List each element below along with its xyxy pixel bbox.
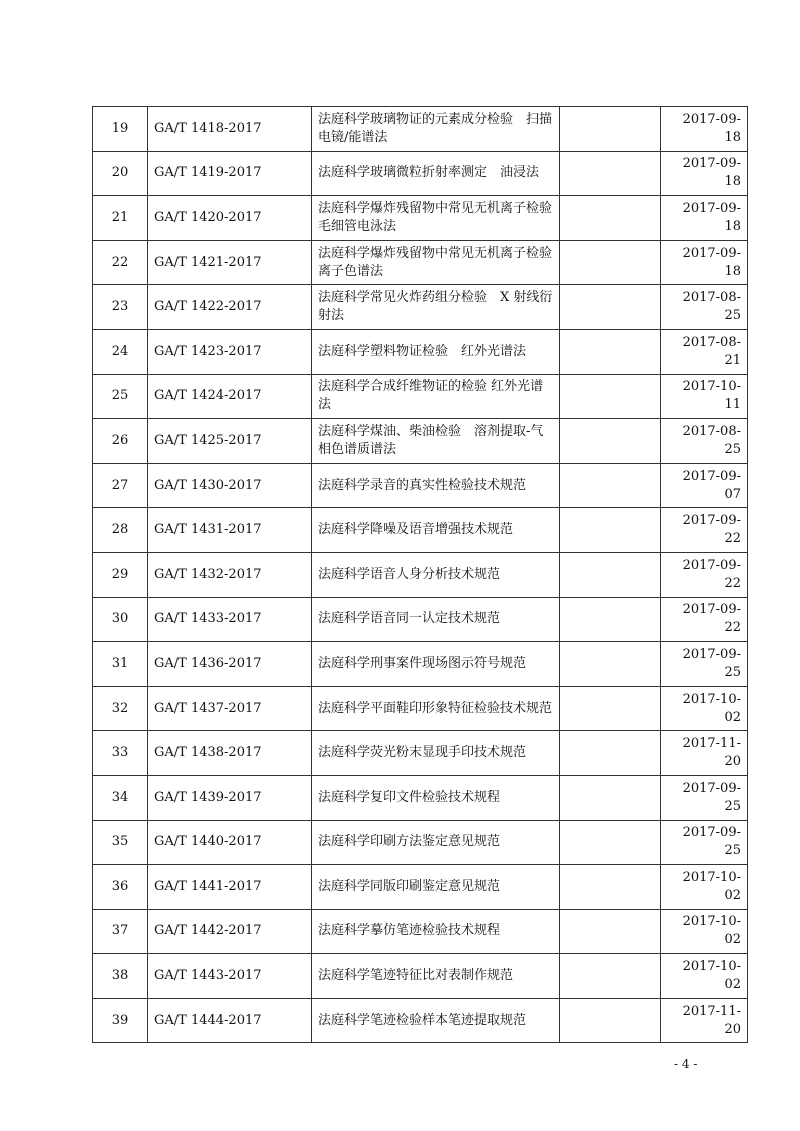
issue-date: 2017-09-25 bbox=[661, 820, 748, 865]
standard-name: 法庭科学复印文件检验技术规程 bbox=[312, 775, 560, 820]
replaced-standard bbox=[560, 909, 661, 954]
issue-date: 2017-10-02 bbox=[661, 954, 748, 999]
replaced-standard bbox=[560, 865, 661, 910]
table-row bbox=[93, 820, 748, 865]
replaced-standard bbox=[560, 597, 661, 642]
table-row bbox=[93, 107, 748, 152]
replaced-standard bbox=[560, 508, 661, 553]
standard-code: GA/T 1431-2017 bbox=[148, 508, 312, 553]
standard-code: GA/T 1421-2017 bbox=[148, 240, 312, 285]
row-number: 33 bbox=[93, 731, 148, 776]
standard-name: 法庭科学玻璃微粒折射率测定 油浸法 bbox=[312, 151, 560, 196]
standards-table-body bbox=[93, 107, 748, 1043]
table-row bbox=[93, 686, 748, 731]
table-row bbox=[93, 597, 748, 642]
standard-code: GA/T 1441-2017 bbox=[148, 865, 312, 910]
standard-code: GA/T 1422-2017 bbox=[148, 285, 312, 330]
issue-date: 2017-08-21 bbox=[661, 329, 748, 374]
standard-code: GA/T 1424-2017 bbox=[148, 374, 312, 419]
issue-date: 2017-09-18 bbox=[661, 240, 748, 285]
issue-date: 2017-11-20 bbox=[661, 731, 748, 776]
row-number: 37 bbox=[93, 909, 148, 954]
issue-date: 2017-09-22 bbox=[661, 508, 748, 553]
standard-name: 法庭科学笔迹检验样本笔迹提取规范 bbox=[312, 998, 560, 1043]
issue-date: 2017-09-25 bbox=[661, 775, 748, 820]
issue-date: 2017-10-02 bbox=[661, 686, 748, 731]
standard-name: 法庭科学玻璃物证的元素成分检验 扫描电镜/能谱法 bbox=[312, 107, 560, 152]
standard-name: 法庭科学语音人身分析技术规范 bbox=[312, 552, 560, 597]
standard-name: 法庭科学煤油、柴油检验 溶剂提取-气相色谱质谱法 bbox=[312, 419, 560, 464]
standard-code: GA/T 1440-2017 bbox=[148, 820, 312, 865]
standard-code: GA/T 1420-2017 bbox=[148, 196, 312, 241]
table-row bbox=[93, 285, 748, 330]
standard-name: 法庭科学录音的真实性检验技术规范 bbox=[312, 463, 560, 508]
replaced-standard bbox=[560, 374, 661, 419]
table-row bbox=[93, 909, 748, 954]
replaced-standard bbox=[560, 552, 661, 597]
row-number: 39 bbox=[93, 998, 148, 1043]
table-row bbox=[93, 954, 748, 999]
row-number: 31 bbox=[93, 642, 148, 687]
replaced-standard bbox=[560, 196, 661, 241]
row-number: 35 bbox=[93, 820, 148, 865]
issue-date: 2017-08-25 bbox=[661, 419, 748, 464]
standard-code: GA/T 1432-2017 bbox=[148, 552, 312, 597]
table-row bbox=[93, 196, 748, 241]
issue-date: 2017-10-02 bbox=[661, 865, 748, 910]
table-row bbox=[93, 374, 748, 419]
row-number: 23 bbox=[93, 285, 148, 330]
row-number: 20 bbox=[93, 151, 148, 196]
row-number: 32 bbox=[93, 686, 148, 731]
replaced-standard bbox=[560, 731, 661, 776]
standard-name: 法庭科学印刷方法鉴定意见规范 bbox=[312, 820, 560, 865]
table-row bbox=[93, 329, 748, 374]
row-number: 34 bbox=[93, 775, 148, 820]
issue-date: 2017-09-22 bbox=[661, 552, 748, 597]
standard-code: GA/T 1438-2017 bbox=[148, 731, 312, 776]
standard-name: 法庭科学塑料物证检验 红外光谱法 bbox=[312, 329, 560, 374]
table-row bbox=[93, 865, 748, 910]
table-row bbox=[93, 151, 748, 196]
replaced-standard bbox=[560, 463, 661, 508]
issue-date: 2017-11-20 bbox=[661, 998, 748, 1043]
row-number: 27 bbox=[93, 463, 148, 508]
standard-name: 法庭科学同版印刷鉴定意见规范 bbox=[312, 865, 560, 910]
replaced-standard bbox=[560, 820, 661, 865]
row-number: 29 bbox=[93, 552, 148, 597]
standard-code: GA/T 1419-2017 bbox=[148, 151, 312, 196]
row-number: 24 bbox=[93, 329, 148, 374]
table-row bbox=[93, 552, 748, 597]
issue-date: 2017-09-22 bbox=[661, 597, 748, 642]
table-row bbox=[93, 463, 748, 508]
row-number: 26 bbox=[93, 419, 148, 464]
standards-table bbox=[92, 106, 748, 1043]
standard-code: GA/T 1418-2017 bbox=[148, 107, 312, 152]
table-row bbox=[93, 419, 748, 464]
table-row bbox=[93, 775, 748, 820]
replaced-standard bbox=[560, 240, 661, 285]
standard-name: 法庭科学荧光粉末显现手印技术规范 bbox=[312, 731, 560, 776]
standard-code: GA/T 1442-2017 bbox=[148, 909, 312, 954]
issue-date: 2017-09-18 bbox=[661, 151, 748, 196]
replaced-standard bbox=[560, 642, 661, 687]
standard-code: GA/T 1433-2017 bbox=[148, 597, 312, 642]
issue-date: 2017-09-07 bbox=[661, 463, 748, 508]
row-number: 36 bbox=[93, 865, 148, 910]
standard-code: GA/T 1425-2017 bbox=[148, 419, 312, 464]
page-number: - 4 - bbox=[674, 1057, 698, 1071]
standard-name: 法庭科学降噪及语音增强技术规范 bbox=[312, 508, 560, 553]
table-row bbox=[93, 998, 748, 1043]
standard-code: GA/T 1430-2017 bbox=[148, 463, 312, 508]
issue-date: 2017-10-11 bbox=[661, 374, 748, 419]
replaced-standard bbox=[560, 998, 661, 1043]
row-number: 28 bbox=[93, 508, 148, 553]
issue-date: 2017-09-18 bbox=[661, 107, 748, 152]
replaced-standard bbox=[560, 151, 661, 196]
issue-date: 2017-09-25 bbox=[661, 642, 748, 687]
standard-code: GA/T 1437-2017 bbox=[148, 686, 312, 731]
issue-date: 2017-09-18 bbox=[661, 196, 748, 241]
standard-name: 法庭科学语音同一认定技术规范 bbox=[312, 597, 560, 642]
standard-name: 法庭科学摹仿笔迹检验技术规程 bbox=[312, 909, 560, 954]
table-row bbox=[93, 731, 748, 776]
table-row bbox=[93, 508, 748, 553]
replaced-standard bbox=[560, 329, 661, 374]
standard-code: GA/T 1423-2017 bbox=[148, 329, 312, 374]
row-number: 38 bbox=[93, 954, 148, 999]
row-number: 22 bbox=[93, 240, 148, 285]
row-number: 19 bbox=[93, 107, 148, 152]
row-number: 30 bbox=[93, 597, 148, 642]
row-number: 25 bbox=[93, 374, 148, 419]
issue-date: 2017-10-02 bbox=[661, 909, 748, 954]
issue-date: 2017-08-25 bbox=[661, 285, 748, 330]
replaced-standard bbox=[560, 775, 661, 820]
standard-name: 法庭科学合成纤维物证的检验 红外光谱法 bbox=[312, 374, 560, 419]
replaced-standard bbox=[560, 954, 661, 999]
table-row bbox=[93, 240, 748, 285]
standard-code: GA/T 1443-2017 bbox=[148, 954, 312, 999]
standard-name: 法庭科学常见火炸药组分检验 X 射线衍射法 bbox=[312, 285, 560, 330]
standard-name: 法庭科学刑事案件现场图示符号规范 bbox=[312, 642, 560, 687]
replaced-standard bbox=[560, 107, 661, 152]
standard-name: 法庭科学笔迹特征比对表制作规范 bbox=[312, 954, 560, 999]
standard-code: GA/T 1436-2017 bbox=[148, 642, 312, 687]
row-number: 21 bbox=[93, 196, 148, 241]
standard-code: GA/T 1439-2017 bbox=[148, 775, 312, 820]
standard-name: 法庭科学平面鞋印形象特征检验技术规范 bbox=[312, 686, 560, 731]
replaced-standard bbox=[560, 285, 661, 330]
replaced-standard bbox=[560, 686, 661, 731]
standard-code: GA/T 1444-2017 bbox=[148, 998, 312, 1043]
replaced-standard bbox=[560, 419, 661, 464]
table-row bbox=[93, 642, 748, 687]
standard-name: 法庭科学爆炸残留物中常见无机离子检验 毛细管电泳法 bbox=[312, 196, 560, 241]
standard-name: 法庭科学爆炸残留物中常见无机离子检验 离子色谱法 bbox=[312, 240, 560, 285]
